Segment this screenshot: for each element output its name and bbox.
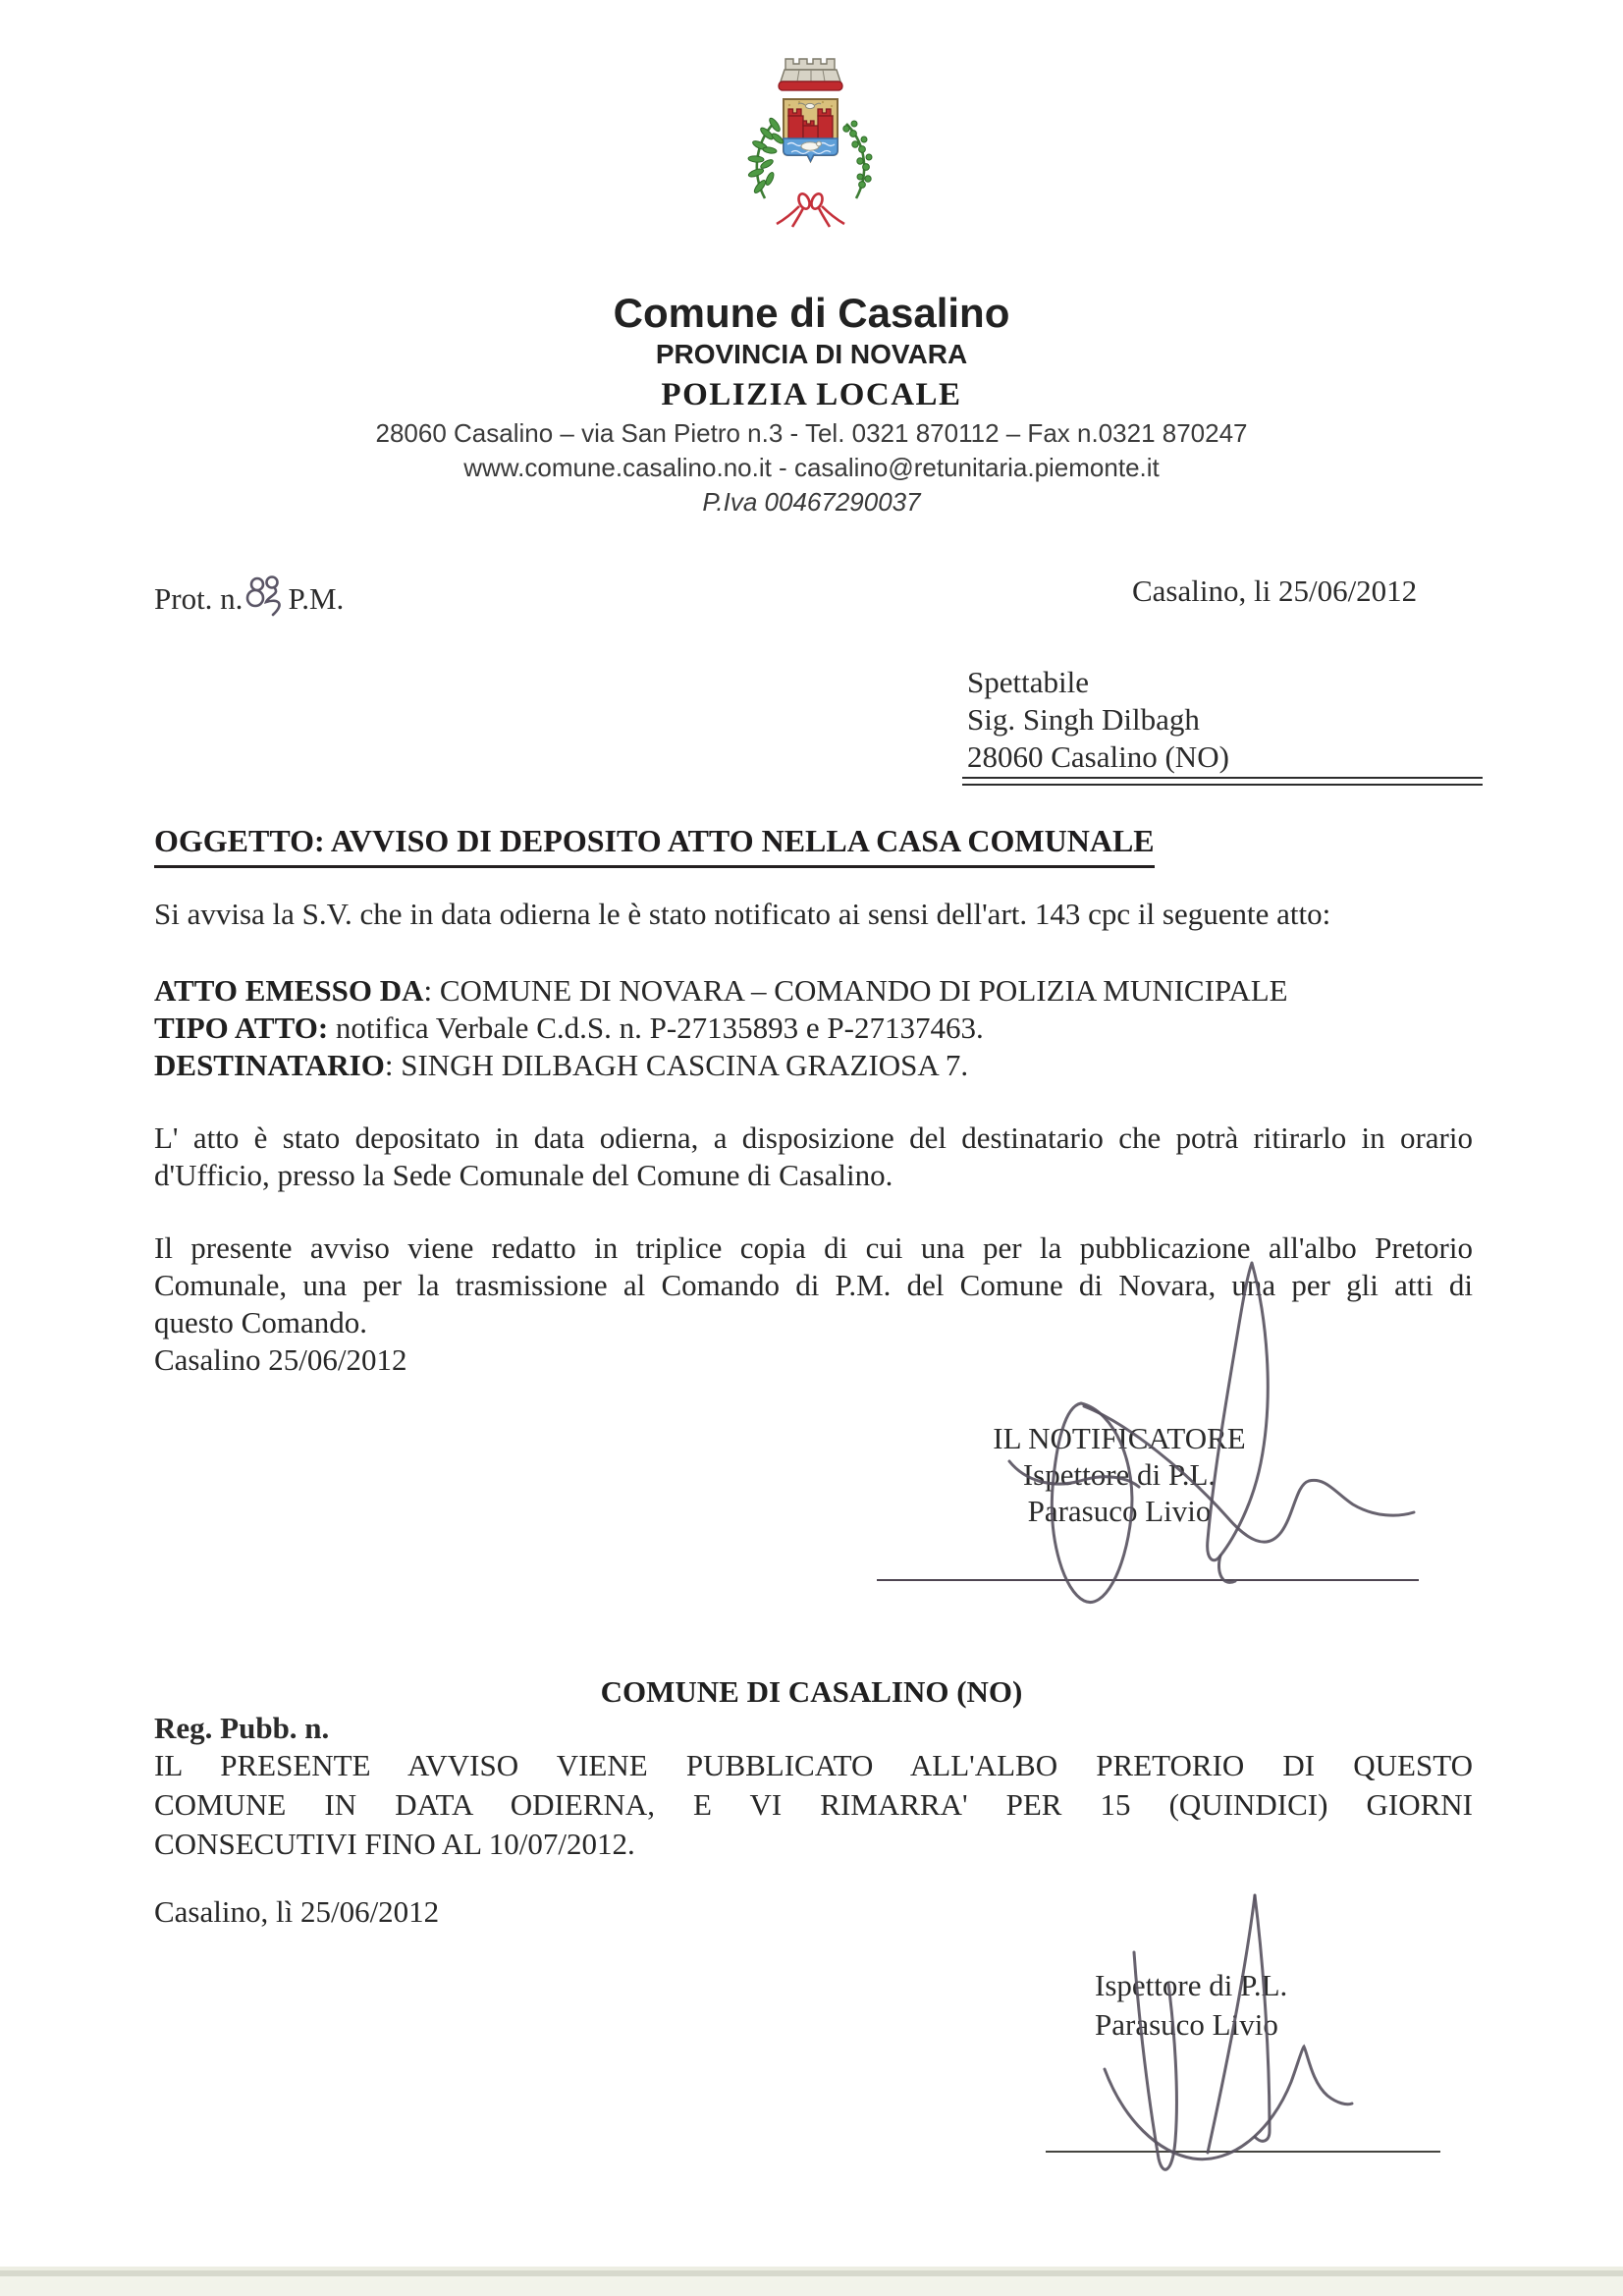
copies-date-line: Casalino 25/06/2012 — [154, 1342, 407, 1377]
place-date-top: Casalino, li 25/06/2012 — [1132, 574, 1418, 608]
act-issued-by-label: ATTO EMESSO DA — [154, 973, 424, 1008]
shield — [784, 99, 838, 161]
water-band — [784, 138, 838, 161]
notifier-block — [972, 1420, 1267, 1529]
protocol-prefix: Prot. n. — [154, 581, 243, 616]
laurel-branch — [747, 117, 784, 198]
copies-line-3: questo Comando. — [154, 1305, 367, 1339]
act-details — [154, 972, 1288, 1084]
ribbon-icon — [777, 192, 844, 227]
recipient-double-rule — [962, 777, 1483, 786]
protocol-suffix: P.M. — [288, 581, 345, 616]
municipality-title: Comune di Casalino — [613, 290, 1010, 336]
recipient-salutation: Spettabile — [967, 665, 1089, 699]
copies-paragraph — [154, 1230, 1473, 1379]
notifier-name: Parasuco Livio — [1027, 1494, 1212, 1528]
publication-line-1: IL PRESENTE AVVISO VIENE PUBBLICATO ALL'ALBO PRETORIO DI QUESTO — [154, 1748, 1473, 1782]
signature-rule-2 — [1046, 2151, 1440, 2153]
place-date-bottom: Casalino, lì 25/06/2012 — [154, 1894, 440, 1929]
protocol-line — [154, 574, 344, 630]
oak-branch — [843, 121, 872, 198]
address-line: 28060 Casalino – via San Pietro n.3 - Tel. 0321 870112 – Fax n.0321 870247 — [375, 418, 1248, 448]
inspector-role: Ispettore di P.L. — [1095, 1968, 1288, 2002]
copies-line-1: Il presente avviso viene redatto in triplice copia di cui una per la pubblicazione all'albo Pretorio — [154, 1230, 1473, 1265]
handwritten-protocol-number — [244, 574, 290, 630]
act-recipient-line — [154, 1047, 1288, 1084]
act-type-label: TIPO ATTO: — [154, 1011, 329, 1045]
inspector-block — [1095, 1966, 1287, 2045]
notifier-title: IL NOTIFICATORE — [993, 1421, 1246, 1455]
subject-heading: OGGETTO: AVVISO DI DEPOSITO ATTO NELLA CASA COMUNALE — [154, 823, 1155, 868]
province-subtitle: PROVINCIA DI NOVARA — [655, 339, 968, 369]
act-recipient-label: DESTINATARIO — [154, 1048, 385, 1082]
coat-of-arms-graphic — [734, 51, 888, 238]
recipient-block — [967, 664, 1229, 776]
act-issued-by-line — [154, 972, 1288, 1010]
publication-paragraph — [154, 1746, 1473, 1864]
deposit-line-2: d'Ufficio, presso la Sede Comunale del Comune di Casalino. — [154, 1158, 893, 1192]
act-issued-by-value: : COMUNE DI NOVARA – COMANDO DI POLIZIA MUNICIPALE — [423, 973, 1288, 1008]
recipient-name: Sig. Singh Dilbagh — [967, 702, 1200, 737]
scan-edge-margin — [0, 2276, 1623, 2296]
copies-line-2: Comunale, una per la trasmissione al Comando di P.M. del Comune di Novara, una per gli atti di — [154, 1268, 1473, 1302]
casalino-coat-of-arms — [734, 51, 888, 243]
vat-line: P.Iva 00467290037 — [702, 487, 921, 517]
notifier-role: Ispettore di P.L. — [1022, 1457, 1217, 1492]
notice-intro: Si avvisa la S.V. che in data odierna le è stato notificato ai sensi dell'art. 143 cpc il seguente atto: — [154, 897, 1331, 931]
publication-line-2: COMUNE IN DATA ODIERNA, E VI RIMARRA' PER 15 (QUINDICI) GIORNI — [154, 1787, 1473, 1822]
letterhead — [0, 291, 1623, 519]
act-type-line — [154, 1010, 1288, 1047]
signature-rule-1 — [877, 1579, 1419, 1581]
act-type-value: notifica Verbale C.d.S. n. P-27135893 e P-27137463. — [328, 1011, 984, 1045]
deposit-paragraph — [154, 1120, 1473, 1194]
deposit-line-1: L' atto è stato depositato in data odierna, a disposizione del destinatario che potrà ritirarlo in orario — [154, 1121, 1473, 1155]
register-number-label: Reg. Pubb. n. — [154, 1711, 330, 1745]
inspector-name: Parasuco Livio — [1095, 2007, 1278, 2042]
recipient-city: 28060 Casalino (NO) — [967, 739, 1229, 774]
act-recipient-value: : SINGH DILBAGH CASCINA GRAZIOSA 7. — [384, 1048, 969, 1082]
department-title: POLIZIA LOCALE — [661, 377, 962, 412]
publication-line-3: CONSECUTIVI FINO AL 10/07/2012. — [154, 1827, 635, 1861]
mural-crown-icon — [779, 59, 842, 90]
contacts-line: www.comune.casalino.no.it - casalino@retunitaria.piemonte.it — [463, 453, 1160, 482]
publication-heading: COMUNE DI CASALINO (NO) — [600, 1674, 1023, 1709]
